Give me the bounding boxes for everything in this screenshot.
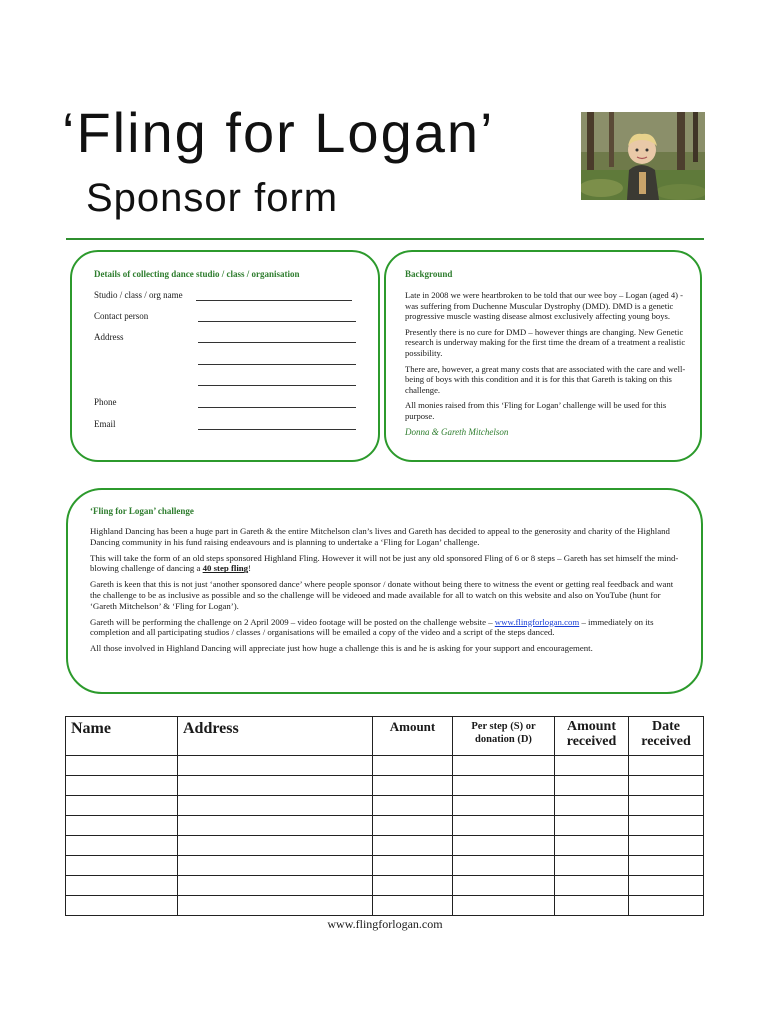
column-header-amount: Amount (373, 717, 453, 756)
background-text (405, 290, 687, 437)
table-cell[interactable] (453, 796, 555, 816)
challenge-paragraph (90, 617, 686, 639)
table-cell[interactable] (66, 836, 178, 856)
table-row (66, 756, 704, 776)
details-heading: Details of collecting dance studio / class / organisation (94, 269, 300, 279)
table-cell[interactable] (66, 856, 178, 876)
email-label: Email (94, 419, 116, 429)
table-cell[interactable] (453, 876, 555, 896)
table-cell[interactable] (178, 876, 373, 896)
table-cell[interactable] (453, 776, 555, 796)
table-cell[interactable] (178, 856, 373, 876)
challenge-paragraph: Gareth is keen that this is not just ‘another sponsored dance’ where people sponsor / donate without being there to witness the event or getting real feedback and want the challenge to be as inclusive as possible and so the challenge will be videoed and made available for all to watch on this website and also on YouTube (hunt for ‘Gareth Mitchelson’ & ‘Fling for Logan’). (90, 579, 674, 611)
column-header-address: Address (178, 717, 373, 756)
table-row (66, 816, 704, 836)
column-header-amount-received (555, 717, 629, 756)
table-cell[interactable] (178, 776, 373, 796)
step-count-emphasis: 40 step fling (202, 563, 249, 574)
table-cell[interactable] (178, 836, 373, 856)
contact-label: Contact person (94, 311, 149, 321)
header-line: Amount (566, 719, 616, 734)
table-cell[interactable] (373, 796, 453, 816)
table-cell[interactable] (555, 756, 629, 776)
background-box (384, 250, 702, 462)
table-cell[interactable] (178, 796, 373, 816)
challenge-box (66, 488, 703, 694)
challenge-text-span: This will take the form of an old steps sponsored Highland Fling. However it will not be just any old sponsored Fling of 6 or 8 steps – Gareth has set himself the mind-blowing challenge of dancing a (90, 552, 679, 574)
table-cell[interactable] (629, 796, 704, 816)
background-paragraph: Presently there is no cure for DMD – however things are changing. New Genetic research is underway making for the first time the dream of a treatment a realistic possibility. (405, 326, 686, 358)
table-cell[interactable] (66, 796, 178, 816)
table-cell[interactable] (453, 756, 555, 776)
table-row (66, 796, 704, 816)
table-cell[interactable] (629, 816, 704, 836)
header-line: Date (652, 719, 680, 734)
table-cell[interactable] (555, 856, 629, 876)
studio-label: Studio / class / org name (94, 290, 183, 300)
table-cell[interactable] (555, 896, 629, 916)
table-cell[interactable] (453, 836, 555, 856)
table-cell[interactable] (453, 816, 555, 836)
challenge-paragraph (90, 553, 686, 575)
table-cell[interactable] (373, 856, 453, 876)
page-title: ‘Fling for Logan’ (62, 101, 495, 164)
table-cell[interactable] (66, 756, 178, 776)
table-cell[interactable] (66, 896, 178, 916)
challenge-text-span: ! (248, 563, 252, 574)
phone-field[interactable] (198, 407, 356, 408)
table-cell[interactable] (629, 856, 704, 876)
table-cell[interactable] (373, 896, 453, 916)
table-cell[interactable] (66, 876, 178, 896)
challenge-paragraph: Highland Dancing has been a huge part in Gareth & the entire Mitchelson clan’s lives and Gareth has decided to appeal to the generosity and charity of the Highland Dancing community in his fund raising endeavours and is planning to undertake a ‘Fling for Logan’ challenge. (90, 526, 670, 547)
address-label: Address (94, 332, 124, 342)
header-line: received (566, 734, 617, 749)
table-cell[interactable] (555, 796, 629, 816)
table-cell[interactable] (66, 776, 178, 796)
challenge-text (90, 526, 686, 659)
table-cell[interactable] (373, 756, 453, 776)
sponsor-rows (66, 756, 704, 916)
table-cell[interactable] (453, 896, 555, 916)
table-cell[interactable] (373, 836, 453, 856)
header-divider (66, 238, 704, 240)
column-header-per-step: Per step (S) or donation (D) (453, 717, 555, 756)
signature: Donna & Gareth Mitchelson (405, 426, 509, 437)
table-cell[interactable] (629, 776, 704, 796)
sponsor-table (65, 716, 704, 916)
table-cell[interactable] (555, 876, 629, 896)
challenge-text-span: Gareth will be performing the challenge on 2 April 2009 – video footage will be posted on the challenge website – (90, 616, 495, 627)
address-field-line-1[interactable] (198, 342, 356, 343)
table-row (66, 896, 704, 916)
address-field-line-3[interactable] (198, 385, 356, 386)
table-header-row (66, 717, 704, 756)
table-cell[interactable] (178, 896, 373, 916)
details-box (70, 250, 380, 462)
header-line: received (641, 734, 691, 749)
table-cell[interactable] (555, 816, 629, 836)
table-cell[interactable] (66, 816, 178, 836)
footer-url: www.flingforlogan.com (327, 917, 443, 931)
table-cell[interactable] (629, 896, 704, 916)
table-row (66, 836, 704, 856)
table-cell[interactable] (178, 816, 373, 836)
challenge-paragraph: All those involved in Highland Dancing will appreciate just how huge a challenge this is and he is asking for your support and encouragement. (90, 643, 593, 654)
challenge-heading: ‘Fling for Logan’ challenge (90, 506, 194, 516)
website-link[interactable]: www.flingforlogan.com (494, 616, 580, 627)
table-cell[interactable] (629, 876, 704, 896)
challenge-text-span: – immediately on its completion and all participating studios / classes / organisations will be emailed a copy of the video and a script of the steps danced. (90, 616, 654, 638)
table-cell[interactable] (555, 776, 629, 796)
table-cell[interactable] (629, 836, 704, 856)
table-row (66, 856, 704, 876)
table-cell[interactable] (373, 816, 453, 836)
contact-field[interactable] (198, 321, 356, 322)
email-field[interactable] (198, 429, 356, 430)
column-header-name: Name (66, 717, 178, 756)
background-paragraph: Late in 2008 we were heartbroken to be told that our wee boy – Logan (aged 4) - was suffering from Duchenne Muscular Dystrophy (DMD). DMD is a genetic progressive muscle wasting disease almost exclusively affecting young boys. (405, 290, 684, 322)
table-cell[interactable] (373, 776, 453, 796)
address-field-line-2[interactable] (198, 364, 356, 365)
studio-field[interactable] (196, 300, 352, 301)
table-row (66, 876, 704, 896)
background-heading: Background (405, 269, 453, 279)
table-row (66, 776, 704, 796)
table-cell[interactable] (373, 876, 453, 896)
column-header-date-received (629, 717, 704, 756)
table-cell[interactable] (178, 756, 373, 776)
phone-label: Phone (94, 397, 117, 407)
table-cell[interactable] (629, 756, 704, 776)
table-cell[interactable] (453, 856, 555, 876)
background-paragraph: All monies raised from this ‘Fling for Logan’ challenge will be used for this purpose. (405, 400, 667, 421)
page-subtitle: Sponsor form (86, 176, 339, 220)
background-paragraph: There are, however, a great many costs that are associated with the care and well-being of boys with this condition and it is for this that Gareth is taking on this challenge. (405, 363, 686, 395)
logan-photo (581, 112, 705, 200)
table-cell[interactable] (555, 836, 629, 856)
